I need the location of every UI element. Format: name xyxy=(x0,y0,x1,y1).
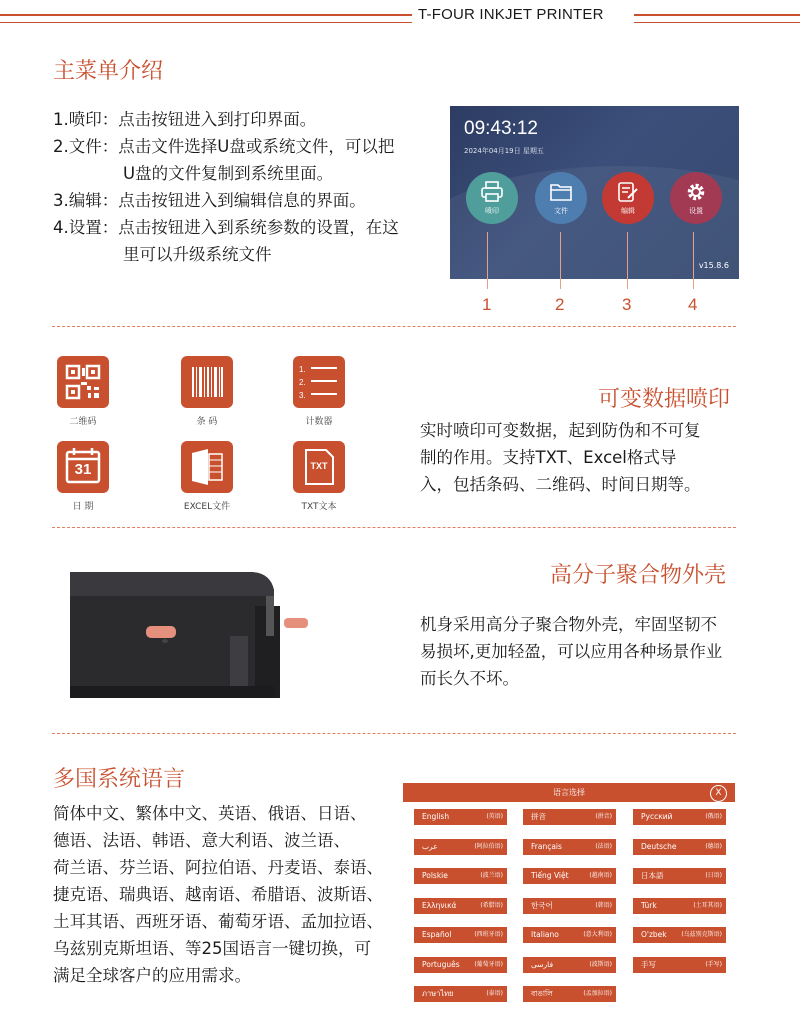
language-select-panel xyxy=(403,783,735,1003)
language-option[interactable] xyxy=(523,957,616,973)
counter-glyph: 1. xyxy=(299,365,306,374)
printer-photo xyxy=(70,566,310,698)
language-line: 满足全球客户的应用需求。 xyxy=(53,966,251,985)
language-line: 德语、法语、韩语、意大利语、波兰语、 xyxy=(53,831,350,850)
language-option-translation: (德语) xyxy=(705,842,722,850)
menu-line: 3.编辑：点击按钮进入到编辑信息的界面。 xyxy=(53,191,366,210)
variable-description xyxy=(420,417,750,498)
language-option-name: 한국어 xyxy=(531,900,553,910)
language-option[interactable] xyxy=(633,898,726,914)
language-option-translation: (孟加拉语) xyxy=(583,990,612,997)
language-panel-title: 语言选择 xyxy=(403,783,735,802)
language-option-translation: (乌兹别克斯语) xyxy=(681,931,722,938)
language-option-name: Polskie xyxy=(422,871,448,880)
language-option-name: 日本語 xyxy=(641,871,664,880)
file-button-label: 文件 xyxy=(554,207,568,215)
language-option-translation: (日语) xyxy=(705,872,722,879)
language-option-translation: (葡萄牙语) xyxy=(474,960,503,968)
language-option[interactable] xyxy=(633,927,726,943)
shell-line: 机身采用高分子聚合物外壳，牢固坚韧不 xyxy=(420,615,717,634)
language-description xyxy=(53,800,413,989)
language-option-name: Deutsche xyxy=(641,841,677,851)
language-option-name: Français xyxy=(531,841,562,851)
language-option-translation: (希腊语) xyxy=(480,901,503,909)
callout-number: 2 xyxy=(555,295,565,314)
language-option-translation: (波兰语) xyxy=(480,872,503,879)
language-option-name: ภาษาไทย xyxy=(422,989,454,998)
language-option[interactable] xyxy=(414,839,507,855)
language-option[interactable] xyxy=(414,957,507,973)
callout-number: 3 xyxy=(622,295,632,314)
close-icon[interactable]: X xyxy=(710,785,727,802)
gear-icon xyxy=(684,181,708,203)
callout-line xyxy=(627,232,628,289)
calendar-glyph: 31 xyxy=(74,461,92,478)
qr-code-label: 二维码 xyxy=(69,417,97,427)
language-option-name: English xyxy=(422,812,450,821)
language-option[interactable] xyxy=(523,898,616,914)
shell-description xyxy=(420,611,750,692)
section-divider xyxy=(52,326,736,327)
menu-section-title: 主菜单介绍 xyxy=(53,59,164,84)
language-option-translation: (越南语) xyxy=(589,872,612,879)
excel-file-icon xyxy=(181,441,233,493)
menu-line: 2.文件：点击文件选择U盘或系统文件，可以把 xyxy=(53,137,395,156)
language-option[interactable] xyxy=(633,809,726,825)
edit-button[interactable] xyxy=(602,172,654,224)
language-option[interactable] xyxy=(523,809,616,825)
txt-glyph: TXT xyxy=(310,461,328,471)
language-line: 捷克语、瑞典语、越南语、希腊语、波斯语、 xyxy=(53,885,383,904)
callout-number: 1 xyxy=(482,295,492,314)
calendar-label: 日 期 xyxy=(72,502,94,512)
language-option-translation: (英语) xyxy=(486,813,503,820)
language-option-translation: (西班牙语) xyxy=(474,931,503,938)
language-option-translation: (意大利语) xyxy=(583,931,612,938)
menu-line: U盘的文件复制到系统里面。 xyxy=(57,164,334,183)
variable-section-title: 可变数据喷印 xyxy=(598,387,731,412)
variable-line: 实时喷印可变数据，起到防伪和不可复 xyxy=(420,421,701,440)
calendar-icon xyxy=(57,441,109,493)
language-option[interactable] xyxy=(633,839,726,855)
language-option-name: O'zbek xyxy=(641,930,667,939)
section-divider xyxy=(52,527,736,528)
language-option[interactable] xyxy=(633,868,726,884)
language-option-translation: (拼音) xyxy=(595,813,612,820)
language-option-name: Türk xyxy=(641,900,657,910)
section-divider xyxy=(52,733,736,734)
language-option-name: Русский xyxy=(641,812,673,821)
language-option-translation: (波斯语) xyxy=(589,960,612,968)
barcode-label: 条 码 xyxy=(196,417,218,427)
language-option-translation: (手写) xyxy=(705,960,722,968)
screen-date: 2024年04月19日 星期五 xyxy=(464,147,544,155)
edit-icon xyxy=(616,181,640,203)
language-option[interactable] xyxy=(523,839,616,855)
settings-button-label: 设置 xyxy=(689,207,703,215)
language-line: 荷兰语、芬兰语、阿拉伯语、丹麦语、泰语、 xyxy=(53,858,383,877)
language-option[interactable] xyxy=(414,868,507,884)
counter-icon xyxy=(293,356,345,408)
language-option-name: Ελληνικά xyxy=(422,900,457,910)
language-option-translation: (法语) xyxy=(595,842,612,850)
language-option-name: فارسی xyxy=(531,959,554,969)
callout-line xyxy=(693,232,694,289)
language-option[interactable] xyxy=(414,986,507,1002)
printer-icon xyxy=(480,181,504,203)
menu-line: 4.设置：点击按钮进入到系统参数的设置，在这 xyxy=(53,218,399,237)
language-line: 乌兹别克斯坦语、等25国语言一键切换，可 xyxy=(53,939,371,958)
language-option[interactable] xyxy=(523,927,616,943)
shell-line: 易损坏,更加轻盈，可以应用各种场景作业 xyxy=(420,642,723,661)
language-option-name: 手写 xyxy=(641,959,656,969)
variable-line: 入，包括条码、二维码、时间日期等。 xyxy=(420,475,701,494)
language-option-translation: (韩语) xyxy=(595,901,612,909)
settings-button[interactable] xyxy=(670,172,722,224)
callout-line xyxy=(560,232,561,289)
edit-button-label: 编辑 xyxy=(621,207,635,215)
device-screen xyxy=(450,106,739,279)
shell-section-title: 高分子聚合物外壳 xyxy=(550,563,727,588)
language-option-translation: (土耳其语) xyxy=(693,901,722,909)
folder-icon xyxy=(549,181,573,203)
language-option-name: বাঙালি xyxy=(531,989,553,998)
menu-line: 里可以升级系统文件 xyxy=(57,245,272,264)
header-rule-right xyxy=(634,14,800,23)
language-option[interactable] xyxy=(414,898,507,914)
qr-code-icon xyxy=(57,356,109,408)
language-option-name: 拼音 xyxy=(531,812,546,821)
txt-file-label: TXT文本 xyxy=(301,502,337,512)
language-option-name: Español xyxy=(422,930,452,939)
language-option-translation: (俄语) xyxy=(705,813,722,820)
language-line: 土耳其语、西班牙语、葡萄牙语、孟加拉语、 xyxy=(53,912,383,931)
shell-line: 而长久不坏。 xyxy=(420,669,519,688)
language-option[interactable] xyxy=(523,868,616,884)
excel-file-label: EXCEL文件 xyxy=(183,502,231,512)
file-button[interactable] xyxy=(535,172,587,224)
language-option-name: Português xyxy=(422,959,460,969)
language-option-translation: (泰语) xyxy=(486,990,503,997)
language-option-name: عرب xyxy=(422,841,438,851)
counter-glyph: 3. xyxy=(299,391,306,400)
txt-file-icon xyxy=(293,441,345,493)
callout-number: 4 xyxy=(688,295,698,314)
print-button[interactable] xyxy=(466,172,518,224)
counter-label: 计数器 xyxy=(305,417,333,427)
barcode-icon xyxy=(181,356,233,408)
language-option[interactable] xyxy=(414,809,507,825)
header-rule-left xyxy=(0,14,412,23)
language-section-title: 多国系统语言 xyxy=(53,767,186,792)
callout-line xyxy=(487,232,488,289)
menu-line: 1.喷印：点击按钮进入到打印界面。 xyxy=(53,110,317,129)
counter-glyph: 2. xyxy=(299,378,306,387)
header-title: T-FOUR INKJET PRINTER xyxy=(418,6,604,23)
variable-line: 制的作用。支持TXT、Excel格式导 xyxy=(420,448,677,467)
language-option[interactable] xyxy=(414,927,507,943)
screen-version: v15.8.6 xyxy=(698,261,729,270)
language-option-name: Italiano xyxy=(531,930,559,939)
menu-description xyxy=(53,106,453,268)
screen-time: 09:43:12 xyxy=(464,118,538,139)
language-option[interactable] xyxy=(523,986,616,1002)
language-line: 简体中文、繁体中文、英语、俄语、日语、 xyxy=(53,804,367,823)
language-option[interactable] xyxy=(633,957,726,973)
language-option-translation: (阿拉伯语) xyxy=(474,842,503,850)
print-button-label: 喷印 xyxy=(485,207,499,215)
language-option-name: Tiếng Việt xyxy=(531,871,569,880)
